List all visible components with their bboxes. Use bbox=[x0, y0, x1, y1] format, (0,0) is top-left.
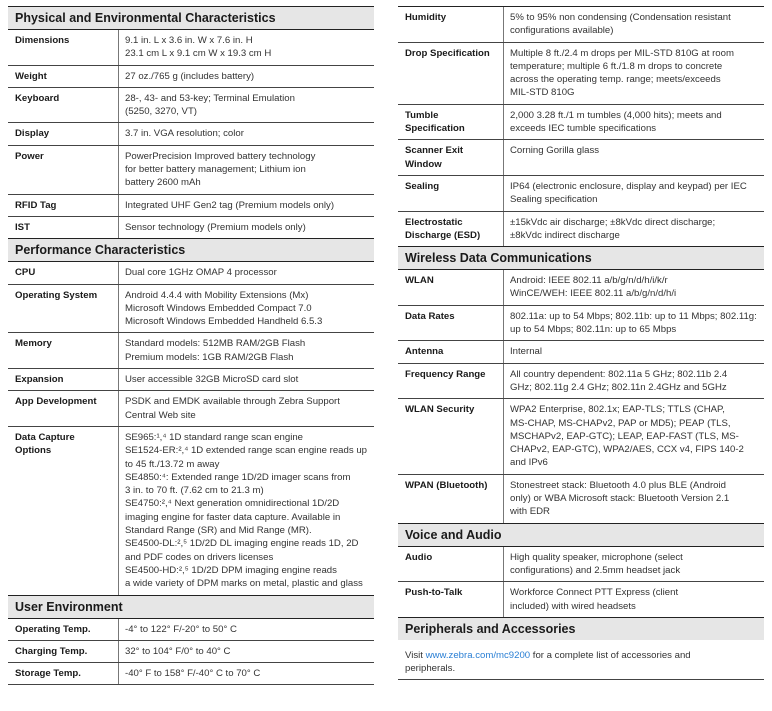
environment-table bbox=[8, 618, 374, 686]
spec-value: PSDK and EMDK available through Zebra Support Central Web site bbox=[125, 396, 340, 421]
spec-row bbox=[398, 42, 764, 104]
spec-row bbox=[398, 398, 764, 473]
physical-table bbox=[8, 29, 374, 238]
spec-label: Tumble Specification bbox=[398, 105, 504, 140]
spec-value: SE965:¹,⁴ 1D standard range scan engine SE1524-ER:²,⁴ 1D extended range scan engine reads up to 45 ft./13.72 m away SE4850:⁴: Extended range 1D/2D imager scans from 3 in. to 70 ft. (7.62 cm to 21.3 m) SE4750:²,⁴ Next generation omnidirectional 1D/2D imaging engine for faster data capture. Available in Standard Range (SR) and Mid Range (MR). SE4500-DL:²,⁵ 1D/2D DL imaging engine reads 1D, 2D and PDF codes on drivers licenses SE4500-HD:²,⁵ 1D/2D DPM imaging engine reads a wide variety of DPM marks on metal, plastic and glass bbox=[125, 431, 367, 590]
spec-label: Sealing bbox=[398, 176, 504, 211]
spec-value: Internal bbox=[510, 346, 542, 358]
spec-row bbox=[8, 194, 374, 216]
spec-row bbox=[398, 305, 764, 341]
left-column bbox=[8, 6, 374, 685]
spec-row bbox=[398, 581, 764, 617]
spec-value: User accessible 32GB MicroSD card slot bbox=[125, 374, 299, 386]
spec-value: 5% to 95% non condensing (Condensation resistant configurations available) bbox=[510, 12, 731, 37]
spec-value: Standard models: 512MB RAM/2GB Flash Premium models: 1GB RAM/2GB Flash bbox=[125, 338, 306, 363]
zebra-link[interactable]: www.zebra.com/mc9200 bbox=[425, 649, 531, 661]
spec-value: 9.1 in. L x 3.6 in. W x 7.6 in. H 23.1 cm L x 9.1 cm W x 19.3 cm H bbox=[125, 35, 272, 60]
spec-label: Operating Temp. bbox=[8, 619, 119, 640]
spec-row bbox=[8, 618, 374, 640]
spec-row bbox=[8, 145, 374, 194]
spec-label: Antenna bbox=[398, 341, 504, 362]
spec-row bbox=[8, 368, 374, 390]
spec-label: App Development bbox=[8, 391, 119, 426]
right-column bbox=[398, 6, 764, 680]
spec-row bbox=[398, 363, 764, 399]
spec-label: Power bbox=[8, 146, 119, 194]
spec-label: Frequency Range bbox=[398, 364, 504, 399]
spec-value: WPA2 Enterprise, 802.1x; EAP-TLS; TTLS (CHAP, MS-CHAP, MS-CHAPv2, PAP or MD5); PEAP (TLS, MSCHAPv2, EAP-GTC); LEAP, EAP-FAST (TLS, MS- CHAPv2, EAP-GTC), WPA2/AES, CCX v4, FIPS 140-2 and IPv6 bbox=[510, 404, 744, 469]
section-header-voice-audio: Voice and Audio bbox=[398, 523, 764, 546]
spec-row bbox=[398, 474, 764, 523]
spec-value: 32° to 104° F/0° to 40° C bbox=[125, 645, 231, 657]
spec-row bbox=[8, 662, 374, 685]
spec-row bbox=[398, 175, 764, 211]
section-header-performance: Performance Characteristics bbox=[8, 238, 374, 261]
spec-row bbox=[8, 390, 374, 426]
spec-row bbox=[8, 284, 374, 333]
spec-label: Weight bbox=[8, 66, 119, 87]
spec-label: WLAN Security bbox=[398, 399, 504, 473]
visit-prefix: Visit bbox=[405, 649, 426, 661]
spec-value: ±15kVdc air discharge; ±8kVdc direct discharge; ±8kVdc indirect discharge bbox=[510, 216, 716, 241]
spec-row bbox=[8, 426, 374, 595]
spec-value: Dual core 1GHz OMAP 4 processor bbox=[125, 267, 277, 279]
spec-label: Memory bbox=[8, 333, 119, 368]
performance-table bbox=[8, 261, 374, 594]
voice-table bbox=[398, 546, 764, 617]
spec-label: Display bbox=[8, 123, 119, 144]
spec-value: Workforce Connect PTT Express (client included) with wired headsets bbox=[510, 587, 679, 612]
spec-label: Charging Temp. bbox=[8, 641, 119, 662]
section-header-wireless: Wireless Data Communications bbox=[398, 246, 764, 269]
spec-label: WPAN (Bluetooth) bbox=[398, 475, 504, 523]
spec-label: Expansion bbox=[8, 369, 119, 390]
spec-row bbox=[8, 65, 374, 87]
spec-value: -4° to 122° F/-20° to 50° C bbox=[125, 623, 237, 635]
spec-row bbox=[398, 546, 764, 582]
section-header-peripherals: Peripherals and Accessories bbox=[398, 617, 764, 640]
visit-suffix: for a complete list of accessories and peripherals. bbox=[405, 649, 691, 675]
peripherals-text bbox=[398, 640, 764, 681]
spec-row bbox=[8, 261, 374, 283]
spec-label: Scanner Exit Window bbox=[398, 140, 504, 175]
spec-row bbox=[8, 29, 374, 65]
spec-label: Electrostatic Discharge (ESD) bbox=[398, 212, 504, 247]
spec-label: Push-to-Talk bbox=[398, 582, 504, 617]
spec-label: Data Rates bbox=[398, 306, 504, 341]
spec-value: PowerPrecision Improved battery technology for better battery management; Lithium ion battery 2600 mAh bbox=[125, 150, 316, 189]
spec-label: Keyboard bbox=[8, 88, 119, 123]
spec-row bbox=[398, 104, 764, 140]
spec-label: CPU bbox=[8, 262, 119, 283]
spec-value: Android: IEEE 802.11 a/b/g/n/d/h/i/k/r WinCE/WEH: IEEE 802.11 a/b/g/n/d/h/i bbox=[510, 275, 677, 300]
spec-row bbox=[398, 211, 764, 247]
spec-row bbox=[398, 269, 764, 305]
spec-value: Corning Gorilla glass bbox=[510, 145, 600, 157]
spec-value: -40° F to 158° F/-40° C to 70° C bbox=[125, 668, 261, 680]
spec-row bbox=[398, 340, 764, 362]
spec-label: Drop Specification bbox=[398, 43, 504, 104]
wireless-table bbox=[398, 269, 764, 522]
spec-row bbox=[398, 139, 764, 175]
spec-value: 28-, 43- and 53-key; Terminal Emulation (5250, 3270, VT) bbox=[125, 92, 295, 118]
spec-row bbox=[8, 87, 374, 123]
spec-value: Stonestreet stack: Bluetooth 4.0 plus BLE (Android only) or WBA Microsoft stack: Bluetooth Version 2.1 with EDR bbox=[510, 479, 730, 518]
spec-label: RFID Tag bbox=[8, 195, 119, 216]
spec-value: 802.11a: up to 54 Mbps; 802.11b: up to 11 Mbps; 802.11g: up to 54 Mbps; 802.11n: up to 65 Mbps bbox=[510, 310, 757, 336]
spec-label: Humidity bbox=[398, 7, 504, 42]
spec-row bbox=[8, 216, 374, 238]
spec-label: IST bbox=[8, 217, 119, 238]
spec-label: Dimensions bbox=[8, 30, 119, 65]
spec-label: Operating System bbox=[8, 285, 119, 333]
spec-row bbox=[8, 332, 374, 368]
section-header-user-environment: User Environment bbox=[8, 595, 374, 618]
spec-value: High quality speaker, microphone (select configurations) and 2.5mm headset jack bbox=[510, 551, 683, 576]
spec-row bbox=[8, 122, 374, 144]
spec-value: Android 4.4.4 with Mobility Extensions (Mx) Microsoft Windows Embedded Compact 7.0 Microsoft Windows Embedded Handheld 6.5.3 bbox=[125, 289, 323, 328]
spec-value: 3.7 in. VGA resolution; color bbox=[125, 128, 244, 140]
spec-value: All country dependent: 802.11a 5 GHz; 802.11b 2.4 GHz; 802.11g 2.4 GHz; 802.11n 2.4GHz and 5GHz bbox=[510, 368, 728, 393]
spec-label: Audio bbox=[398, 547, 504, 582]
spec-label: Data Capture Options bbox=[8, 427, 119, 595]
spec-value: Multiple 8 ft./2.4 m drops per MIL-STD 810G at room temperature; multiple 6 ft./1.8 m drops to concrete across the operating temp. range; meets/exceeds MIL-STD 810G bbox=[510, 47, 734, 99]
spec-value: Integrated UHF Gen2 tag (Premium models only) bbox=[125, 199, 335, 211]
spec-row bbox=[398, 6, 764, 42]
section-header-physical: Physical and Environmental Characteristics bbox=[8, 6, 374, 29]
spec-value: 27 oz./765 g (includes battery) bbox=[125, 70, 255, 82]
spec-row bbox=[8, 640, 374, 662]
environment-continued-table bbox=[398, 6, 764, 246]
spec-value: 2,000 3.28 ft./1 m tumbles (4,000 hits); meets and exceeds IEC tumble specifications bbox=[510, 109, 722, 135]
spec-value: IP64 (electronic enclosure, display and keypad) per IEC Sealing specification bbox=[510, 180, 747, 206]
spec-value: Sensor technology (Premium models only) bbox=[125, 221, 306, 233]
spec-label: Storage Temp. bbox=[8, 663, 119, 684]
spec-label: WLAN bbox=[398, 270, 504, 305]
